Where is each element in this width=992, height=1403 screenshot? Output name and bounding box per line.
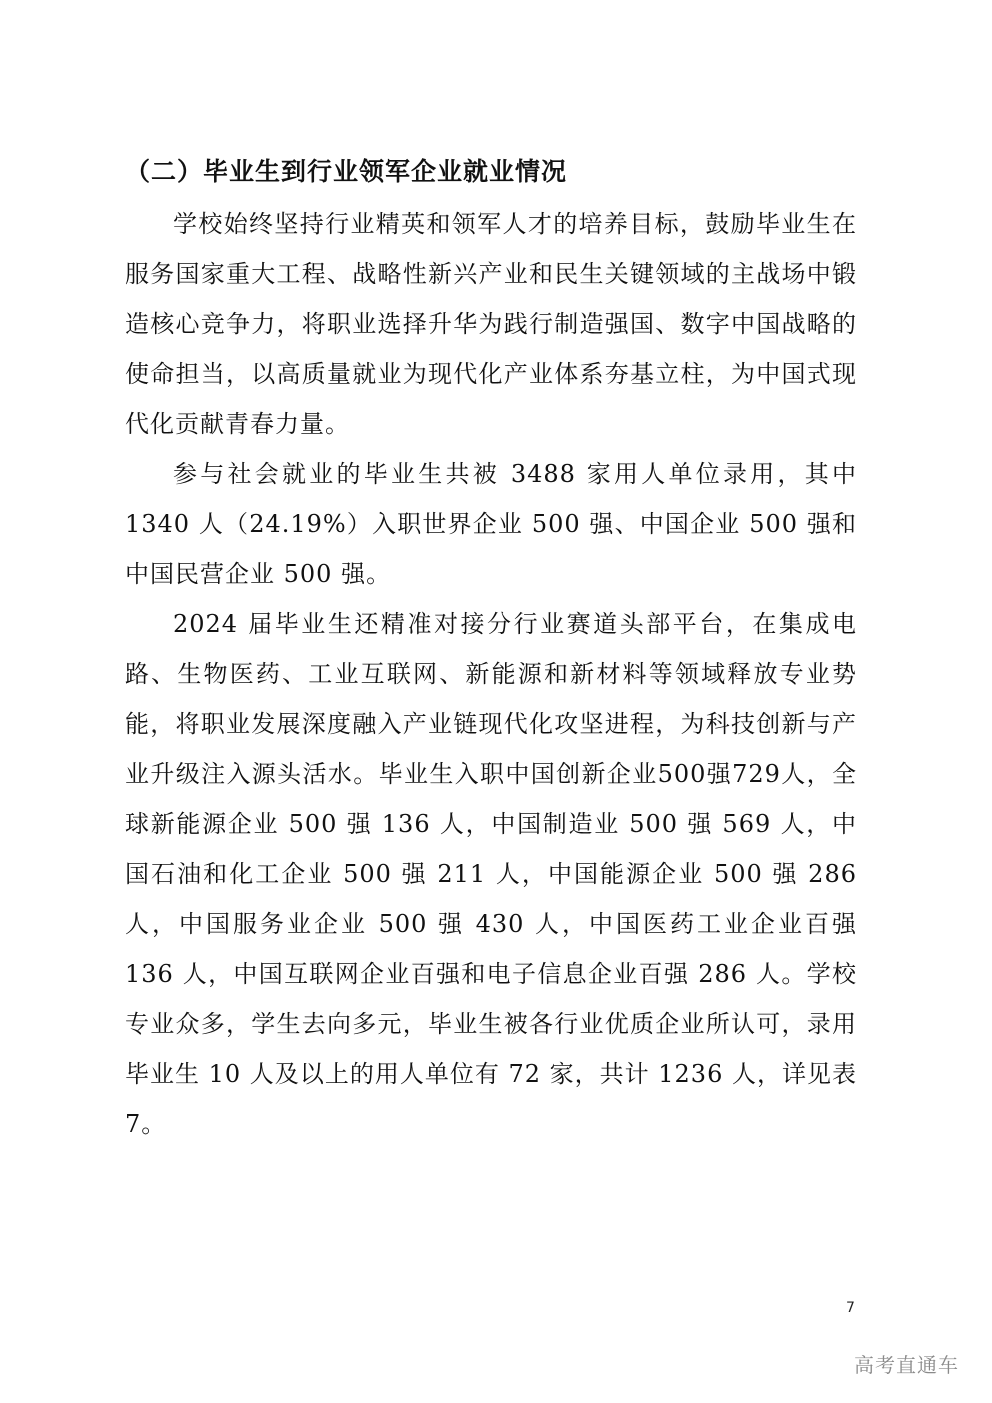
page-number: 7 (846, 1300, 855, 1316)
watermark: 高考直通车 (854, 1353, 959, 1377)
paragraph-employer-count: 参与社会就业的毕业生共被 3488 家用人单位录用，其中 1340 人（24.19%）入职世界企业 500 强、中国企业 500 强和中国民营企业 500 强。 (125, 460, 857, 588)
section-heading: （二）毕业生到行业领军企业就业情况 (125, 157, 568, 186)
paragraph-training-goals: 学校始终坚持行业精英和领军人才的培养目标，鼓励毕业生在服务国家重大工程、战略性新兴产业和民生关键领域的主战场中锻造核心竞争力，将职业选择升华为践行制造强国、数字中国战略的使命担当，以高质量就业为现代化产业体系夯基立柱，为中国式现代化贡献青春力量。 (125, 210, 857, 438)
paragraph-industry-leaders: 2024 届毕业生还精准对接分行业赛道头部平台，在集成电路、生物医药、工业互联网、新能源和新材料等领域释放专业势能，将职业发展深度融入产业链现代化攻坚进程，为科技创新与产业升级注入源头活水。毕业生入职中国创新企业500强729人，全球新能源企业 500 强 136 人，中国制造业 500 强 569 人，中国石油和化工企业 500 强 211 人，中国能源企业 500 强 286 人，中国服务业企业 500 强 430 人，中国医药工业企业百强 136 人，中国互联网企业百强和电子信息企业百强 286 人。学校专业众多，学生去向多元，毕业生被各行业优质企业所认可，录用毕业生 10 人及以上的用人单位有 72 家，共计 1236 人，详见表 7。 (125, 610, 857, 1138)
